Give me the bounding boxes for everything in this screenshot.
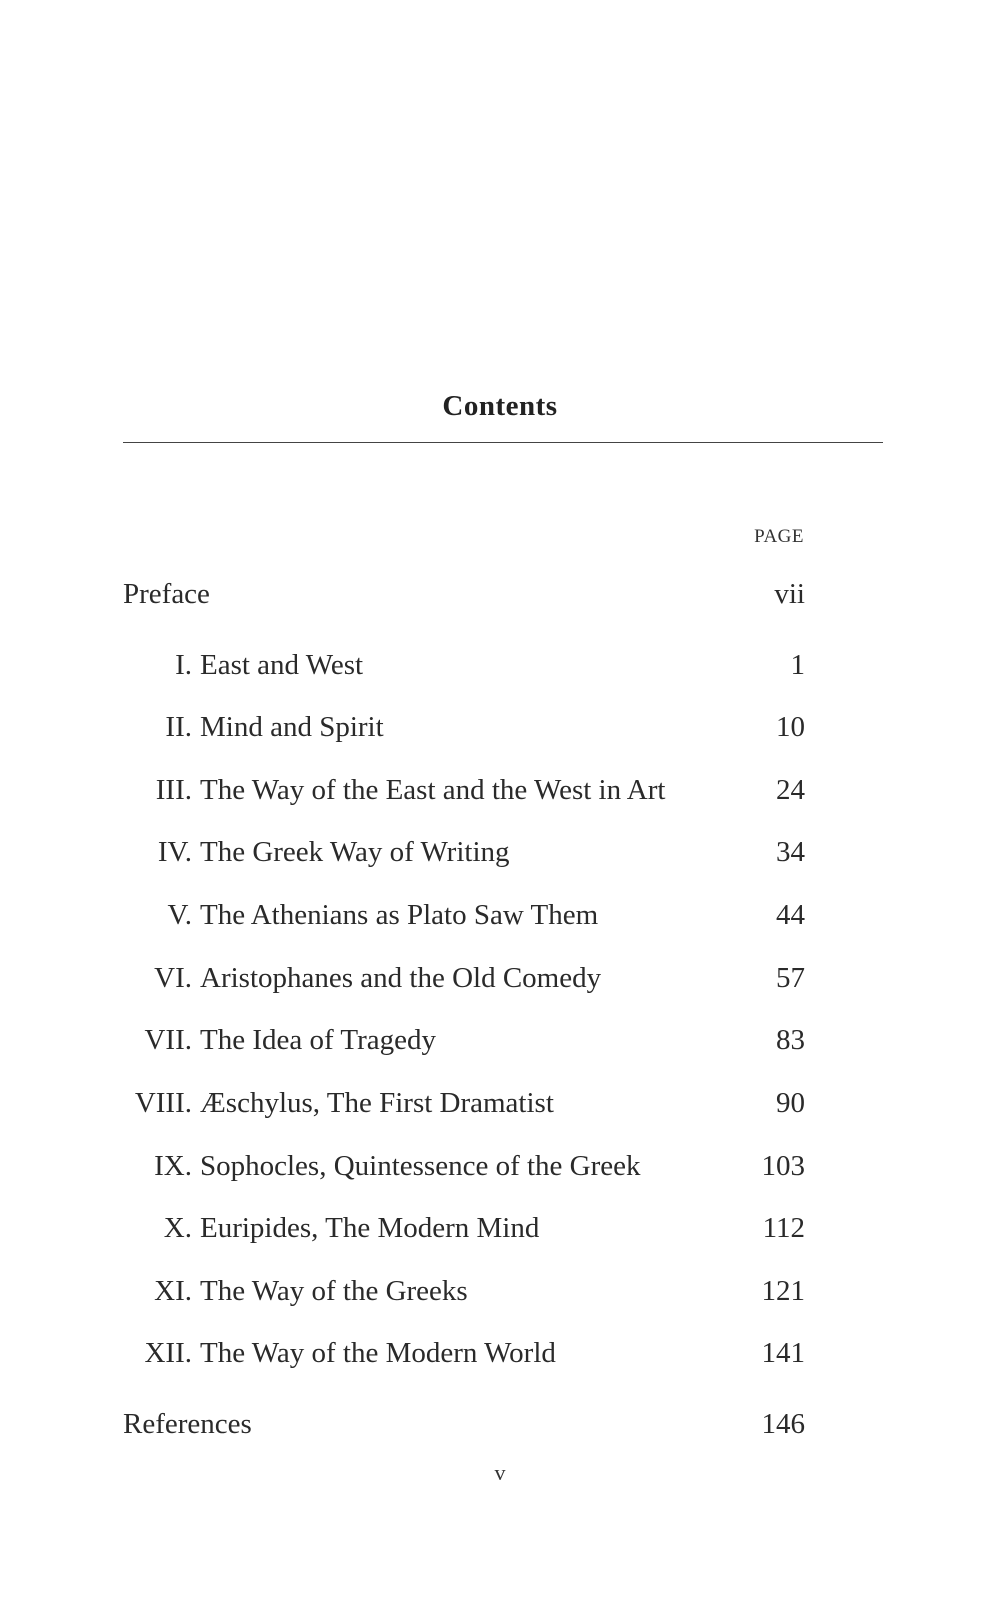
toc-chapter-12[interactable] xyxy=(0,1333,1000,1373)
chapter-page: 57 xyxy=(776,962,805,994)
toc-chapter-11[interactable] xyxy=(0,1271,1000,1311)
chapter-numeral: IX. xyxy=(154,1150,192,1182)
chapter-title: The Greek Way of Writing xyxy=(200,836,510,868)
toc-chapter-1[interactable] xyxy=(0,645,1000,685)
chapter-title: East and West xyxy=(200,649,364,681)
chapter-page: 83 xyxy=(776,1024,805,1056)
chapter-numeral: X. xyxy=(163,1212,192,1244)
chapter-page: 103 xyxy=(761,1150,805,1182)
chapter-title: The Way of the Modern World xyxy=(200,1337,556,1369)
chapter-title: The Way of the East and the West in Art xyxy=(200,774,666,806)
chapter-title: Æschylus, The First Dramatist xyxy=(200,1087,554,1119)
page-column-heading: PAGE xyxy=(754,526,804,547)
chapter-numeral: XII. xyxy=(144,1337,192,1369)
chapter-numeral: V. xyxy=(167,899,192,931)
toc-chapter-10[interactable] xyxy=(0,1208,1000,1248)
chapter-page: 141 xyxy=(761,1337,805,1369)
chapter-numeral: IV. xyxy=(157,836,192,868)
chapter-page: 44 xyxy=(776,899,805,931)
toc-entry-preface[interactable] xyxy=(0,574,1000,614)
chapter-page: 10 xyxy=(776,711,805,743)
chapter-numeral: VIII. xyxy=(134,1087,192,1119)
toc-entry-references[interactable] xyxy=(0,1404,1000,1444)
chapter-page: 34 xyxy=(776,836,805,868)
chapter-title: The Athenians as Plato Saw Them xyxy=(200,899,599,931)
chapter-title: The Idea of Tragedy xyxy=(200,1024,436,1056)
chapter-page: 24 xyxy=(776,774,805,806)
toc-entry-title: Preface xyxy=(123,578,210,610)
toc-chapter-8[interactable] xyxy=(0,1083,1000,1123)
toc-chapter-5[interactable] xyxy=(0,895,1000,935)
page-folio: v xyxy=(494,1460,506,1485)
chapter-title: The Way of the Greeks xyxy=(200,1275,468,1307)
chapter-numeral: III. xyxy=(155,774,192,806)
chapter-page: 121 xyxy=(761,1275,805,1307)
chapter-numeral: II. xyxy=(165,711,192,743)
toc-entry-page: vii xyxy=(774,578,805,610)
chapter-numeral: I. xyxy=(175,649,192,681)
chapter-page: 112 xyxy=(762,1212,805,1244)
chapter-numeral: XI. xyxy=(154,1275,192,1307)
chapter-numeral: VI. xyxy=(154,962,192,994)
chapter-numeral: VII. xyxy=(144,1024,192,1056)
toc-chapter-3[interactable] xyxy=(0,770,1000,810)
toc-entry-title: References xyxy=(123,1408,252,1440)
page-title: Contents xyxy=(442,390,558,422)
toc-chapter-9[interactable] xyxy=(0,1146,1000,1186)
chapter-page: 1 xyxy=(790,649,805,681)
title-rule xyxy=(123,442,883,443)
toc-chapter-6[interactable] xyxy=(0,958,1000,998)
toc-chapter-4[interactable] xyxy=(0,832,1000,872)
chapter-title: Sophocles, Quintessence of the Greek xyxy=(200,1150,641,1182)
chapter-title: Aristophanes and the Old Comedy xyxy=(200,962,602,994)
toc-chapter-2[interactable] xyxy=(0,707,1000,747)
chapter-title: Euripides, The Modern Mind xyxy=(200,1212,540,1244)
toc-chapter-7[interactable] xyxy=(0,1020,1000,1060)
chapter-title: Mind and Spirit xyxy=(200,711,384,743)
toc-entry-page: 146 xyxy=(761,1408,805,1440)
chapter-page: 90 xyxy=(776,1087,805,1119)
